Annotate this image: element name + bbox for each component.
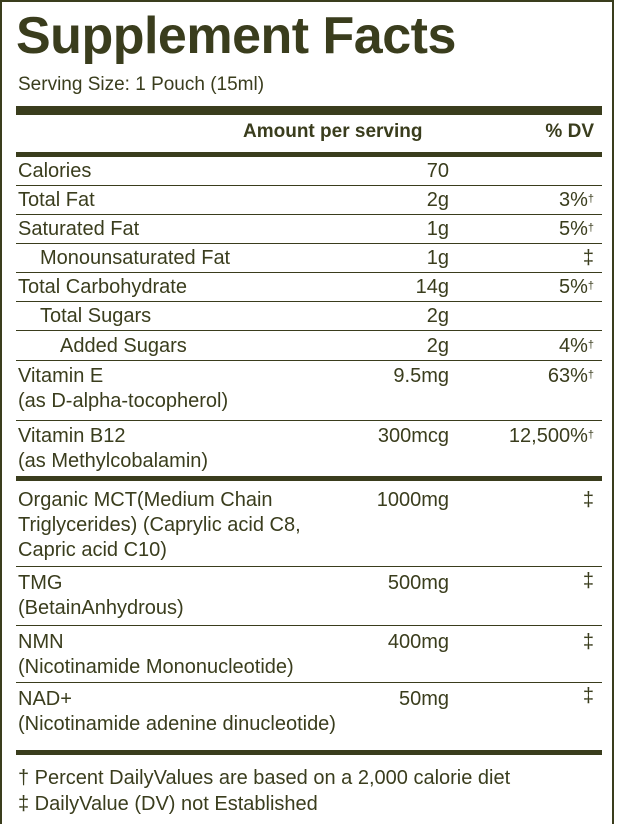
ingredient-name: Organic MCT(Medium Chain — [18, 489, 273, 511]
nutrient-name: Vitamin E — [18, 365, 104, 387]
dv-header: % DV — [545, 121, 594, 142]
nutrient-amount: 300mcg — [377, 425, 449, 447]
row-divider — [16, 272, 602, 273]
nutrient-name: Calories — [18, 160, 92, 182]
ingredient-dv: ‡ — [582, 685, 594, 707]
nutrient-dv: 4%† — [558, 335, 594, 357]
ingredient-dv: ‡ — [582, 489, 594, 511]
nutrient-source: (as Methylcobalamin) — [18, 450, 209, 472]
ingredient-name: Triglycerides) (Caprylic acid C8, — [18, 514, 301, 536]
nutrient-amount: 70 — [426, 160, 449, 182]
row-divider — [16, 185, 602, 186]
nutrient-amount: 1g — [426, 247, 449, 269]
nutrient-name: Added Sugars — [60, 335, 187, 357]
ingredient-amount: 1000mg — [376, 489, 449, 511]
row-divider — [16, 243, 602, 244]
row-divider — [16, 420, 602, 421]
ingredient-dv: ‡ — [582, 570, 594, 592]
ingredient-name: NMN — [18, 631, 64, 653]
medium-divider — [16, 152, 602, 157]
nutrient-name: Total Fat — [18, 189, 95, 211]
amount-per-serving-header: Amount per serving — [243, 121, 423, 142]
panel-title: Supplement Facts — [16, 7, 456, 65]
nutrient-name: Monounsaturated Fat — [40, 247, 231, 269]
row-divider — [16, 682, 602, 683]
nutrient-source: (as D-alpha-tocopherol) — [18, 390, 229, 412]
nutrient-dv: 5%† — [558, 218, 594, 240]
nutrient-dv: 3%† — [558, 189, 594, 211]
row-divider — [16, 625, 602, 626]
nutrient-dv: 63%† — [547, 365, 594, 387]
footnote-not-established: ‡ DailyValue (DV) not Established — [18, 793, 318, 815]
thick-divider-top — [16, 106, 602, 115]
row-divider — [16, 214, 602, 215]
medium-divider — [16, 476, 602, 481]
ingredient-name: Capric acid C10) — [18, 539, 167, 561]
serving-size: Serving Size: 1 Pouch (15ml) — [18, 74, 265, 95]
nutrient-amount: 9.5mg — [393, 365, 449, 387]
nutrient-name: Total Sugars — [40, 305, 152, 327]
nutrient-dv: 5%† — [558, 276, 594, 298]
ingredient-amount: 400mg — [387, 631, 449, 653]
ingredient-name: NAD+ — [18, 688, 72, 710]
ingredient-amount: 500mg — [387, 572, 449, 594]
nutrient-amount: 2g — [426, 305, 449, 327]
nutrient-amount: 14g — [415, 276, 449, 298]
nutrient-amount: 2g — [426, 335, 449, 357]
thick-divider-bottom — [16, 750, 602, 755]
row-divider — [16, 301, 602, 302]
nutrient-name: Total Carbohydrate — [18, 276, 187, 298]
ingredient-name: (BetainAnhydrous) — [18, 597, 184, 619]
nutrient-dv: 12,500%† — [508, 425, 594, 447]
nutrient-name: Vitamin B12 — [18, 425, 126, 447]
ingredient-amount: 50mg — [398, 688, 449, 710]
ingredient-name: TMG — [18, 572, 63, 594]
footnote-dv-basis: † Percent DailyValues are based on a 2,000 calorie diet — [18, 767, 511, 789]
nutrient-dv: ‡ — [582, 247, 594, 269]
nutrient-amount: 2g — [426, 189, 449, 211]
row-divider — [16, 566, 602, 567]
ingredient-name: (Nicotinamide Mononucleotide) — [18, 656, 294, 678]
nutrient-amount: 1g — [426, 218, 449, 240]
row-divider — [16, 360, 602, 361]
nutrient-name: Saturated Fat — [18, 218, 140, 240]
row-divider — [16, 330, 602, 331]
ingredient-dv: ‡ — [582, 631, 594, 653]
ingredient-name: (Nicotinamide adenine dinucleotide) — [18, 713, 336, 735]
